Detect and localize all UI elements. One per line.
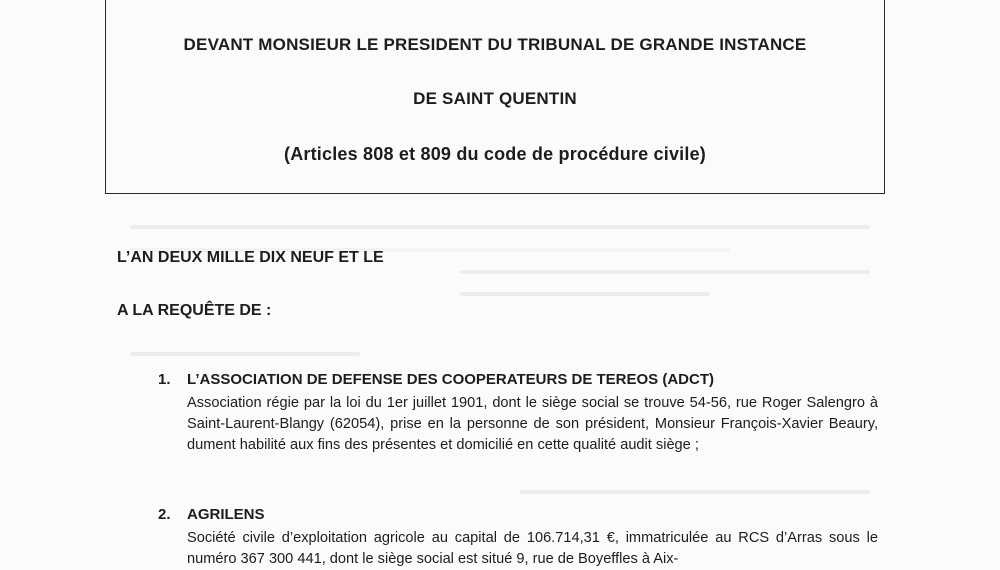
year-heading: L’AN DEUX MILLE DIX NEUF ET LE xyxy=(117,249,384,266)
party-description: Société civile d’exploitation agricole au capital de 106.714,31 €, immatriculée au RCS d’Arras sous le numéro 367 300 441, dont le siège social est situé 9, rue de Boyeffles à Aix- xyxy=(187,530,878,567)
request-heading: A LA REQUÊTE DE : xyxy=(117,302,272,319)
court-location: DE SAINT QUENTIN xyxy=(413,89,577,108)
bleed-through-mark xyxy=(460,270,870,274)
party-number: 1. xyxy=(158,371,171,388)
party-name: AGRILENS xyxy=(187,506,265,523)
party-name: L’ASSOCIATION DE DEFENSE DES COOPERATEURS DE TEREOS (ADCT) xyxy=(187,371,714,388)
bleed-through-mark xyxy=(460,292,710,296)
bleed-through-mark xyxy=(520,490,870,494)
court-title: DEVANT MONSIEUR LE PRESIDENT DU TRIBUNAL DE GRANDE INSTANCE xyxy=(183,35,807,54)
bleed-through-mark xyxy=(130,225,870,229)
legal-articles: (Articles 808 et 809 du code de procédure civile) xyxy=(284,144,706,164)
title-box xyxy=(105,0,885,194)
bleed-through-mark xyxy=(130,352,360,356)
party-number: 2. xyxy=(158,506,171,523)
party-description: Association régie par la loi du 1er juillet 1901, dont le siège social se trouve 54-56, rue Roger Salengro à Saint-Laurent-Blangy (62054), prise en la personne de son président, Monsieur François-Xavier Beaury, dument habilité aux fins des présentes et domicilié en cette qualité audit siège ; xyxy=(187,395,878,453)
